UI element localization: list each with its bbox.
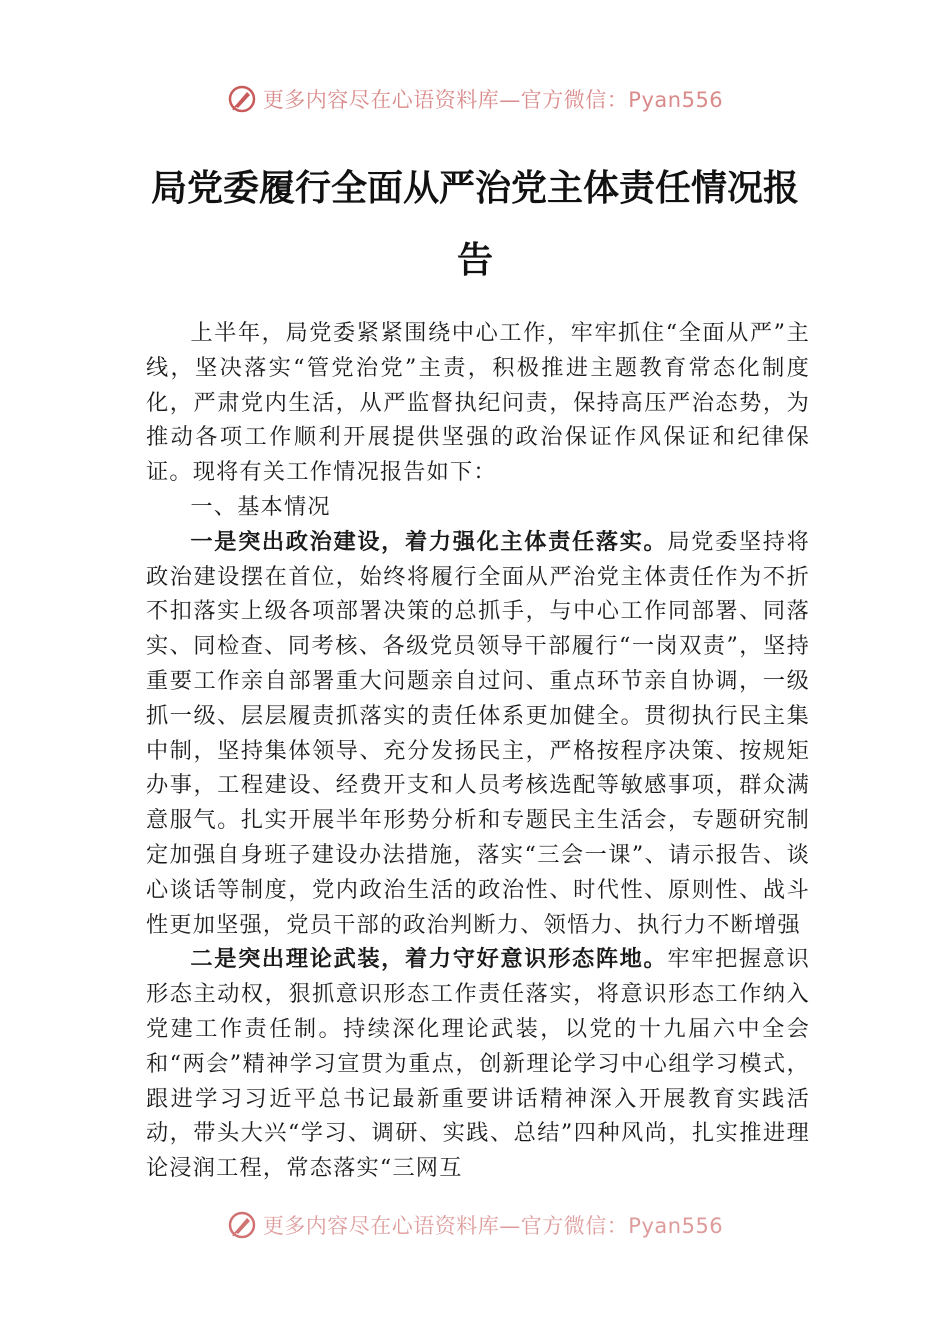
paragraph-theory-armament [146, 942, 810, 1186]
document-title-line-2: 告 [456, 239, 493, 281]
watermark-header [0, 84, 950, 114]
watermark-text: 更多内容尽在心语资料库—官方微信：Pyan556 [262, 88, 724, 112]
pen-logo-icon [227, 84, 257, 114]
document-title-line-1: 局党委履行全面从严治党主体责任情况报 [150, 167, 799, 209]
paragraph-body-theory-armament: 牢牢把握意识形态主动权，狠抓意识形态工作责任落实，将意识形态工作纳入党建工作责任制。持续深化理论武装，以党的十九届六中全会和“两会”精神学习宣贯为重点，创新理论学习中心组学习模式，跟进学习习近平总书记最新重要讲话精神深入开展教育实践活动，带头大兴“学习、调研、实践、总结”四种风尚，扎实推进理论浸润工程，常态落实“三网互 [146, 946, 811, 1182]
watermark-text: 更多内容尽在心语资料库—官方微信：Pyan556 [262, 1214, 724, 1238]
paragraph-lead-political-building: 一是突出政治建设，着力强化主体责任落实。 [190, 528, 668, 555]
watermark-footer [0, 1210, 950, 1240]
paragraph-body-political-building: 局党委坚持将政治建设摆在首位，始终将履行全面从严治党主体责任作为不折不扣落实上级各项部署决策的总抓手，与中心工作同部署、同落实、同检查、同考核、各级党员领导干部履行“一岗双责”，坚持重要工作亲自部署重大问题亲自过问、重点环节亲自协调，一级抓一级、层层履责抓落实的责任体系更加健全。贯彻执行民主集中制，坚持集体领导、充分发扬民主，严格按程序决策、按规矩办事，工程建设、经费开支和人员考核选配等敏感事项，群众满意服气。扎实开展半年形势分析和专题民主生活会，专题研究制定加强自身班子建设办法措施，落实“三会一课”、请示报告、谈心谈话等制度，党内政治生活的政治性、时代性、原则性、战斗性更加坚强，党员干部的政治判断力、领悟力、执行力不断增强 [146, 528, 811, 938]
document-body [146, 316, 810, 1186]
paragraph-lead-theory-armament: 二是突出理论武装，着力守好意识形态阵地。 [190, 946, 668, 973]
intro-paragraph: 上半年，局党委紧紧围绕中心工作，牢牢抓住“全面从严”主线，坚决落实“管党治党”主责，积极推进主题教育常态化制度化，严肃党内生活，从严监督执纪问责，保持高压严治态势，为推动各项工作顺利开展提供坚强的政治保证作风保证和纪律保证。现将有关工作情况报告如下： [146, 320, 810, 486]
pen-logo-icon [227, 1210, 257, 1240]
section-heading-basic-situation: 一、基本情况 [190, 493, 331, 520]
paragraph-political-building [146, 525, 810, 943]
